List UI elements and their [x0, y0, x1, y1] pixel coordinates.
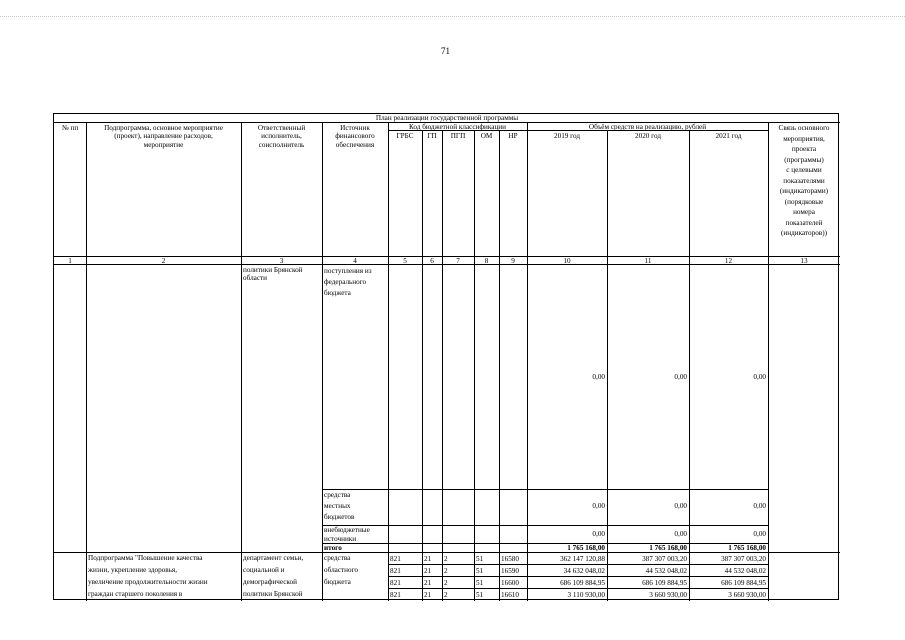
- header-nr: НР: [508, 132, 518, 140]
- header-funding-volume: Объём средств на реализацию, рублей: [588, 123, 707, 131]
- header-om: ОМ: [480, 132, 493, 140]
- header-pgp: ПГП: [450, 132, 466, 140]
- table-title: План реализации государственной программы: [375, 114, 519, 122]
- header-budget-classification: Код бюджетной классификации: [409, 123, 506, 131]
- header-number: № пп: [61, 124, 79, 132]
- header-gp: ГП: [427, 132, 437, 140]
- header-grbs: ГРБС: [396, 132, 414, 140]
- program-plan-table: План реализации государственной программы № пп Подпрограмма, основное мероприятие (проект), направление расходов, мероприятие Ответственный исполнитель, соисполнитель Источник финансового обеспечения Код бюджетной классификации ГРБС ГП ПГП ОМ НР Объём средств на реализацию, рублей 2019 год 2020 год 2021 год Связь основного мероприятия, проекта (программы) с целевыми показателями (индикаторами) (порядковые номера показателей (индикаторов)) 1 2 3 4 5 6 7 8 9 10 11 12 13 политики Брянской области поступления из федерального бюджета 0,00 0,00 0,00 средства местных бюджетов 0,00 0,00 0,00 внебюджетные источники 0,00 0,00 0,00 итого 1 765 168,00 1 765 168,00 1 765 168,00 Подпрограмма "Повышение качества жизни, укрепление здоровья, увеличение продолжительности жизни граждан старшего поколения в департамент семьи, социальной и демографической политики Брянской средства областного бюджета 821 21 2 51 16580 362 147 120,88 387 307 003,20 387 307 003,20 821 21 2 51 16590 34 632 048,02 44 532 048,02 44 532 048,02 821 21 2 51 16600 686 109 884,95 686 109 884,95 686 109 884,95 821 21 2 51 16610 3 110 930,00 3 660 930,00 3 660 930,00: [53, 113, 839, 600]
- scan-artifact-line: [0, 16, 905, 17]
- header-year-2019: 2019 год: [554, 132, 580, 140]
- page-number: 71: [441, 46, 450, 56]
- header-year-2020: 2020 год: [635, 132, 661, 140]
- header-year-2021: 2021 год: [715, 132, 742, 140]
